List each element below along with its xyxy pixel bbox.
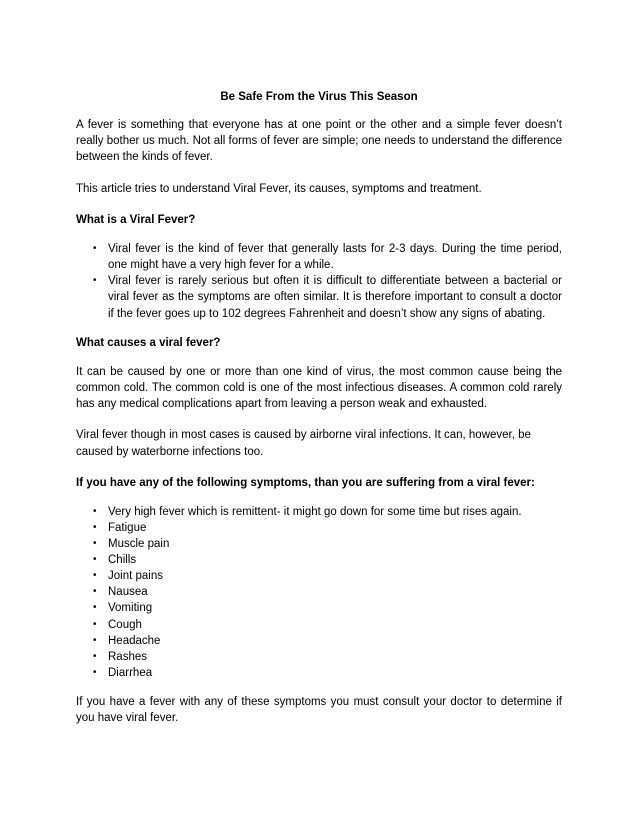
list-item-text: Headache xyxy=(108,634,161,647)
list-item xyxy=(93,600,562,616)
list-item-text: Very high fever which is remittent- it might go down for some time but rises again. xyxy=(108,505,522,518)
article-purpose-paragraph: This article tries to understand Viral Fever, its causes, symptoms and treatment. xyxy=(76,182,482,195)
bullet-icon: • xyxy=(93,275,97,287)
section-heading-causes: What causes a viral fever? xyxy=(76,336,221,349)
document-title: Be Safe From the Virus This Season xyxy=(220,91,418,103)
list-item xyxy=(93,633,562,649)
bullet-icon: • xyxy=(93,554,97,566)
bullet-icon: • xyxy=(93,242,97,254)
symptoms-bullet-list xyxy=(76,504,562,681)
list-item-text: Fatigue xyxy=(108,521,147,534)
list-item-text: Viral fever is rarely serious but often it is difficult to differentiate between a bacterial or viral fever as the symptoms are often similar. It is therefore important to consult a doctor if the fever goes up to 102 degrees Fahrenheit and doesn’t show any signs of abating. xyxy=(108,275,562,320)
list-item-text: Diarrhea xyxy=(108,666,153,679)
bullet-icon: • xyxy=(93,521,97,533)
list-item xyxy=(93,504,562,520)
list-item xyxy=(93,241,562,273)
bullet-icon: • xyxy=(93,602,97,614)
list-item xyxy=(93,665,562,681)
list-item xyxy=(93,568,562,584)
list-item xyxy=(93,536,562,552)
list-item-text: Joint pains xyxy=(108,570,163,583)
section-heading-symptoms: If you have any of the following symptoms, than you are suffering from a viral fever: xyxy=(76,476,535,489)
closing-paragraph: If you have a fever with any of these symptoms you must consult your doctor to determine if you have viral fever. xyxy=(76,695,562,725)
bullet-icon: • xyxy=(93,634,97,646)
bullet-icon: • xyxy=(93,505,97,517)
bullet-icon: • xyxy=(93,650,97,662)
list-item-text: Nausea xyxy=(108,586,148,599)
causes-paragraph-2: Viral fever though in most cases is caused by airborne viral infections. It can, however, be caused by waterborne infections too. xyxy=(76,429,531,458)
list-item xyxy=(93,552,562,568)
list-item xyxy=(93,520,562,536)
intro-paragraph: A fever is something that everyone has at one point or the other and a simple fever doesn’t really bother us much. Not all forms of fever are simple; one needs to understand the difference between the kinds of fever. xyxy=(76,119,562,164)
list-item xyxy=(93,617,562,633)
list-item xyxy=(93,584,562,600)
list-item-text: Chills xyxy=(108,554,137,567)
list-item-text: Vomiting xyxy=(108,602,153,615)
bullet-icon: • xyxy=(93,586,97,598)
bullet-icon: • xyxy=(93,618,97,630)
list-item-text: Muscle pain xyxy=(108,538,170,551)
what-is-bullet-list xyxy=(76,241,562,322)
bullet-icon: • xyxy=(93,666,97,678)
causes-paragraph-1: It can be caused by one or more than one kind of virus, the most common cause being the common cold. The common cold is one of the most infectious diseases. A common cold rarely has any medical complications apart from leaving a person weak and exhausted. xyxy=(76,365,562,411)
list-item-text: Viral fever is the kind of fever that generally lasts for 2-3 days. During the time period, one might have a very high fever for a while. xyxy=(108,242,562,272)
section-heading-what-is: What is a Viral Fever? xyxy=(76,213,196,226)
list-item-text: Cough xyxy=(108,618,142,631)
list-item xyxy=(93,649,562,665)
list-item xyxy=(93,273,562,322)
bullet-icon: • xyxy=(93,538,97,550)
list-item-text: Rashes xyxy=(108,650,147,663)
bullet-icon: • xyxy=(93,570,97,582)
